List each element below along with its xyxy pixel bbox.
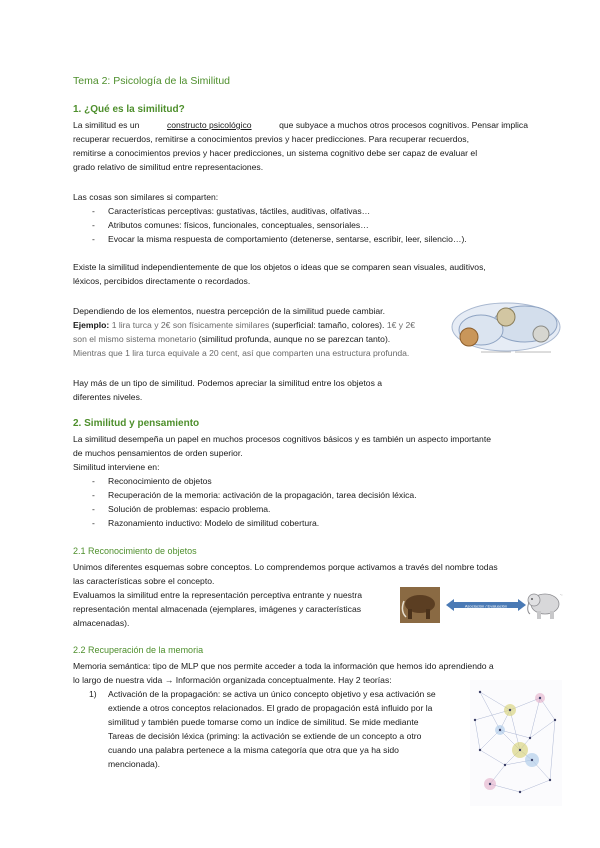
section-1-paragraph-2 [73, 260, 528, 288]
section-1-paragraph-1 [73, 118, 528, 174]
list-item: Razonamiento inductivo: Modelo de similitud cobertura. [108, 518, 320, 528]
paragraph-line: almacenadas). [73, 618, 130, 628]
paragraph-line: similitud y también puede tomarse como un índice de similitud. Se mide mediante [108, 717, 419, 727]
text-fragment: (similitud profunda, aunque no se parezcan tanto). [198, 334, 391, 344]
similar-intro: Las cosas son similares si comparten: [73, 192, 219, 202]
paragraph-line: Activación de la propagación: se activa un único concepto objetivo y esa activación se [108, 689, 436, 699]
coins-figure [451, 300, 561, 362]
interviene-list [0, 474, 600, 530]
text-fragment: 1 lira turca y 2€ son físicamente similares [111, 320, 270, 330]
paragraph-line: Memoria semántica: tipo de MLP que nos permite acceder a toda la información que hemos ido aprendiendo a [73, 661, 494, 671]
paragraph-line: Existe la similitud independientemente de que los objetos o ideas que se comparen sean visuales, auditivos, [73, 262, 486, 272]
document-title: Tema 2: Psicología de la Similitud [73, 75, 230, 87]
paragraph-line: extiende a otros conceptos relacionados. El grado de propagación está influido por la [108, 703, 433, 713]
paragraph-line: lo largo de nuestra vida → Información organizada conceptualmente. Hay 2 teorías: [73, 675, 392, 685]
semantic-network-diagram [470, 680, 562, 806]
arrow-label: Asociación / Evaluación [464, 603, 508, 609]
list-item: Características perceptivas: gustativas, táctiles, auditivas, olfativas… [108, 206, 371, 216]
subsection-2-1-heading: 2.1 Reconocimiento de objetos [73, 546, 197, 556]
bullet-dash: - [92, 234, 95, 244]
paragraph-line: de muchos pensamientos de orden superior. [73, 448, 243, 458]
section-2-paragraph-1 [73, 432, 528, 474]
recognition-diagram [400, 587, 565, 625]
bullet-dash: - [92, 504, 95, 514]
coins-diagram [451, 300, 561, 362]
list-item: Evocar la misma respuesta de comportamiento (detenerse, sentarse, escribir, leer, silencio…). [108, 234, 467, 244]
semantic-network-figure [470, 680, 562, 806]
section-1-heading [73, 104, 185, 115]
text-fragment: (superficial: tamaño, colores). [271, 320, 385, 330]
paragraph-line: Evaluamos la similitud entre la representación perceptiva entrante y nuestra [73, 590, 362, 600]
section-1-paragraph-4 [73, 376, 448, 404]
paragraph-line: mencionada). [108, 759, 161, 769]
similar-list [0, 204, 600, 246]
list-item: Reconocimiento de objetos [108, 476, 212, 486]
list-item: Solución de problemas: espacio problema. [108, 504, 271, 514]
subsection-2-2-heading: 2.2 Recuperación de la memoria [73, 645, 204, 655]
paragraph-line [73, 332, 451, 346]
paragraph-line: léxicos, percibidos directamente o recordados. [73, 276, 251, 286]
text-fragment: La similitud es un [73, 120, 140, 130]
example-line [73, 318, 451, 332]
subsection-2-1-paragraph [73, 560, 528, 588]
section-1-title: ¿Qué es la similitud? [84, 104, 185, 115]
section-1-paragraph-3 [73, 304, 451, 360]
paragraph-line: cuando una palabra pertenece a la misma categoría que otra que ya ha sido [108, 745, 399, 755]
paragraph-line: grado relativo de similitud entre representaciones. [73, 162, 264, 172]
paragraph-line: Tareas de decisión léxica (priming: la activación se extiende de un concepto a otro [108, 731, 422, 741]
section-2-number: 2. [73, 418, 82, 429]
bullet-dash: - [92, 518, 95, 528]
text-fragment: son el mismo sistema monetario [73, 334, 197, 344]
paragraph-line: Similitud interviene en: [73, 462, 160, 472]
paragraph-line: Unimos diferentes esquemas sobre conceptos. Lo comprendemos porque activamos a través del nombre todas [73, 562, 498, 572]
paragraph-line: Dependiendo de los elementos, nuestra percepción de la similitud puede cambiar. [73, 306, 385, 316]
bullet-dash: - [92, 206, 95, 216]
constructo-link: constructo psicológico [166, 120, 252, 130]
list-item: Atributos comunes: físicos, funcionales, conceptuales, sensoriales… [108, 220, 369, 230]
section-2-heading [73, 418, 199, 429]
paragraph-line: recuperar recuerdos, remitirse a conocimientos previos y hacer predicciones. Para recuperar recuerdos, [73, 134, 469, 144]
paragraph-line: representación mental almacenada (ejemplares, imágenes y características [73, 604, 362, 614]
bullet-dash: - [92, 220, 95, 230]
section-1-number: 1. [73, 104, 82, 115]
recognition-figure [400, 587, 565, 625]
subsection-2-1-paragraph-2 [73, 588, 393, 630]
paragraph-line: Hay más de un tipo de similitud. Podemos apreciar la similitud entre los objetos a [73, 378, 383, 388]
text-fragment: que subyace a muchos otros procesos cognitivos. Pensar implica [279, 120, 528, 130]
list-item: Recuperación de la memoria: activación de la propagación, tarea decisión léxica. [108, 490, 417, 500]
bullet-dash: - [92, 490, 95, 500]
paragraph-line: diferentes niveles. [73, 392, 143, 402]
section-2-title: Similitud y pensamiento [84, 418, 200, 429]
paragraph-line: las características sobre el concepto. [73, 576, 215, 586]
paragraph-line: remitirse a conocimientos previos y hacer predicciones, un sistema cognitivo debe ser capaz de evaluar el [73, 148, 478, 158]
dots-glyph: ·: [560, 592, 563, 597]
item-number: 1) [89, 689, 97, 699]
paragraph-line [73, 118, 528, 132]
paragraph-line: La similitud desempeña un papel en muchos procesos cognitivos básicos y es también un aspecto importante [73, 434, 491, 444]
example-label: Ejemplo: [73, 320, 110, 330]
activation-paragraph [108, 687, 463, 771]
paragraph-line: Mientras que 1 lira turca equivale a 20 cent, así que comparten una estructura profunda. [73, 348, 410, 358]
bullet-dash: - [92, 476, 95, 486]
text-fragment: 1€ y 2€ [386, 320, 416, 330]
subsection-2-2-paragraph [73, 659, 528, 687]
